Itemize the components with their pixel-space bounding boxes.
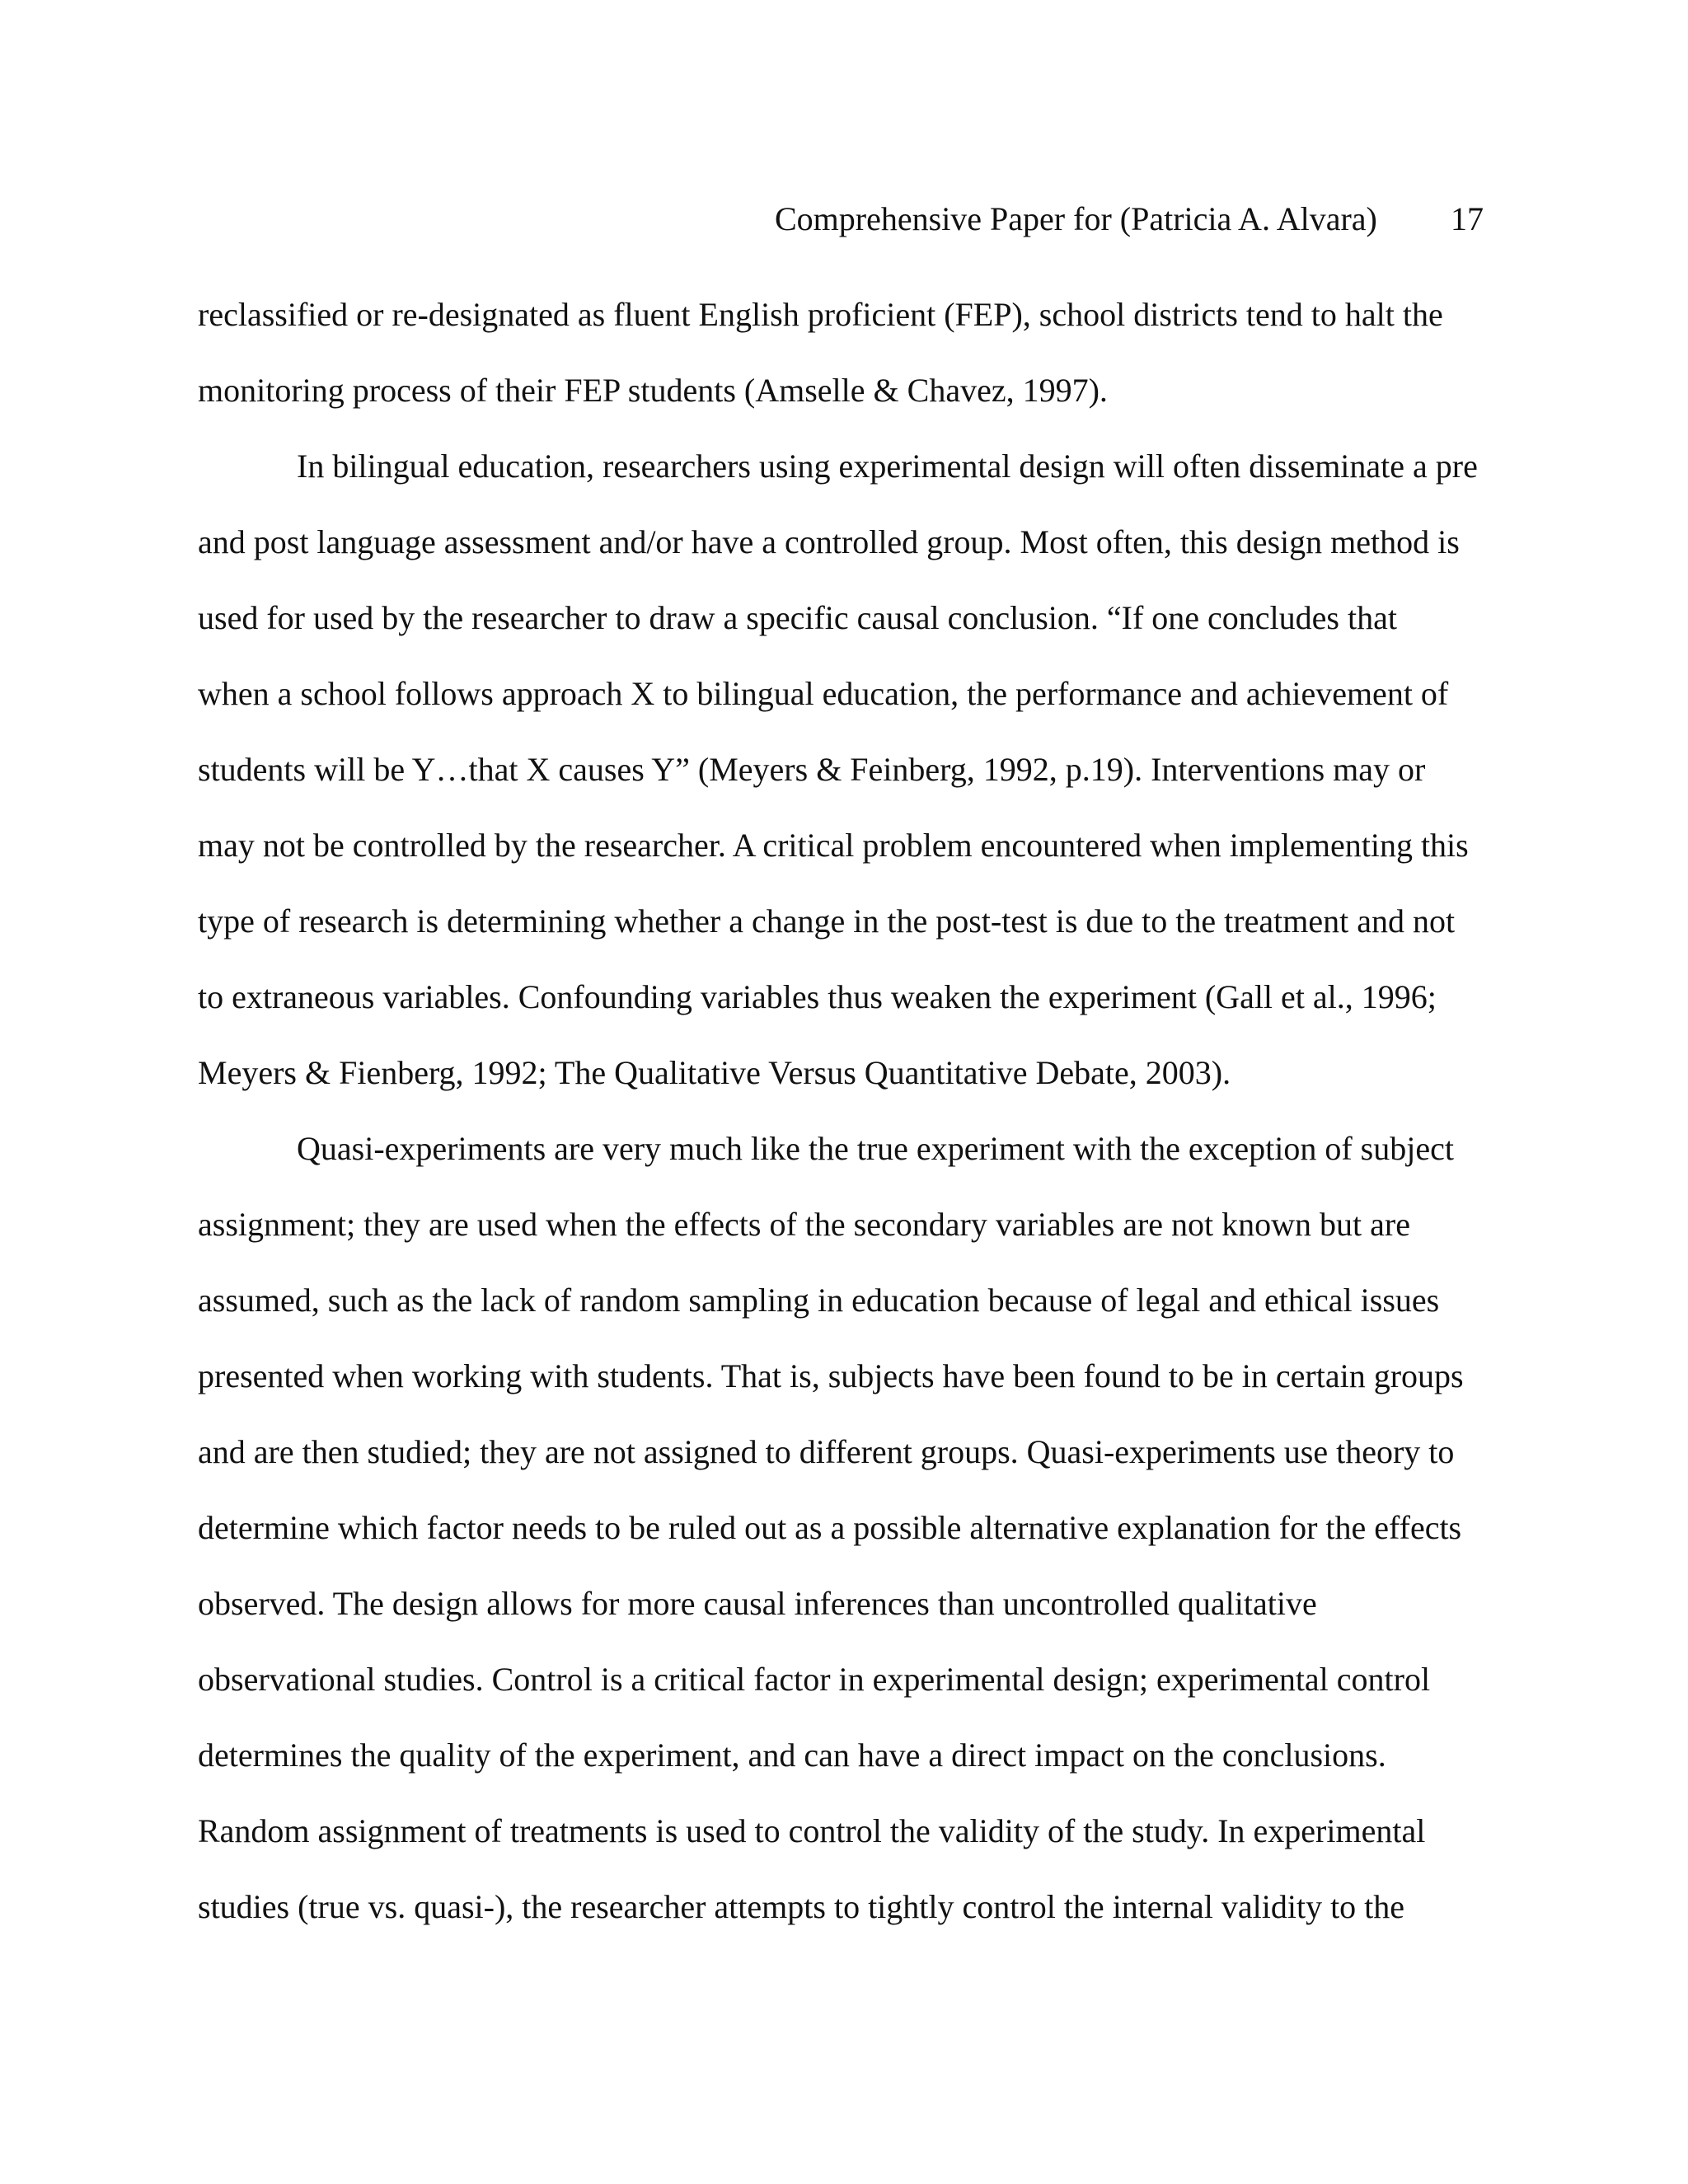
text-line: determines the quality of the experiment, and can have a direct impact on the conclusions. [198,1736,1386,1774]
text-line: presented when working with students. That is, subjects have been found to be in certain groups [198,1357,1464,1394]
text-line: may not be controlled by the researcher. A critical problem encountered when implementing this [198,827,1469,864]
text-line: determine which factor needs to be ruled out as a possible alternative explanation for the effects [198,1509,1462,1546]
text-line: assignment; they are used when the effects of the secondary variables are not known but are [198,1206,1410,1243]
paragraph-first-line: Quasi-experiments are very much like the true experiment with the exception of subject [297,1130,1454,1167]
paragraph-first-line: In bilingual education, researchers using experimental design will often disseminate a pre [297,448,1478,485]
text-line: and post language assessment and/or have a controlled group. Most often, this design method is [198,523,1460,560]
text-line: students will be Y…that X causes Y” (Meyers & Feinberg, 1992, p.19). Interventions may or [198,751,1426,788]
text-line: studies (true vs. quasi-), the researcher attempts to tightly control the internal validity to the [198,1888,1405,1925]
text-line: used for used by the researcher to draw a specific causal conclusion. “If one concludes that [198,599,1397,636]
text-line: when a school follows approach X to bilingual education, the performance and achievement of [198,675,1449,712]
text-line: reclassified or re-designated as fluent English proficient (FEP), school districts tend to halt the [198,296,1443,333]
body-text [198,292,1492,1960]
text-line: observational studies. Control is a critical factor in experimental design; experimental control [198,1661,1431,1698]
text-line: type of research is determining whether a change in the post-test is due to the treatment and not [198,902,1456,940]
text-line: Random assignment of treatments is used to control the validity of the study. In experimental [198,1812,1426,1849]
text-line: observed. The design allows for more causal inferences than uncontrolled qualitative [198,1585,1317,1622]
text-line: to extraneous variables. Confounding variables thus weaken the experiment (Gall et al., 1996; [198,978,1437,1015]
page-number: 17 [1451,200,1484,237]
text-line: monitoring process of their FEP students (Amselle & Chavez, 1997). [198,372,1108,409]
running-head-title: Comprehensive Paper for (Patricia A. Alvara) [775,200,1377,237]
text-line: assumed, such as the lack of random sampling in education because of legal and ethical issues [198,1282,1440,1319]
running-head [775,196,1484,242]
text-line: and are then studied; they are not assigned to different groups. Quasi-experiments use theory to [198,1433,1455,1470]
text-line: Meyers & Fienberg, 1992; The Qualitative Versus Quantitative Debate, 2003). [198,1054,1231,1091]
